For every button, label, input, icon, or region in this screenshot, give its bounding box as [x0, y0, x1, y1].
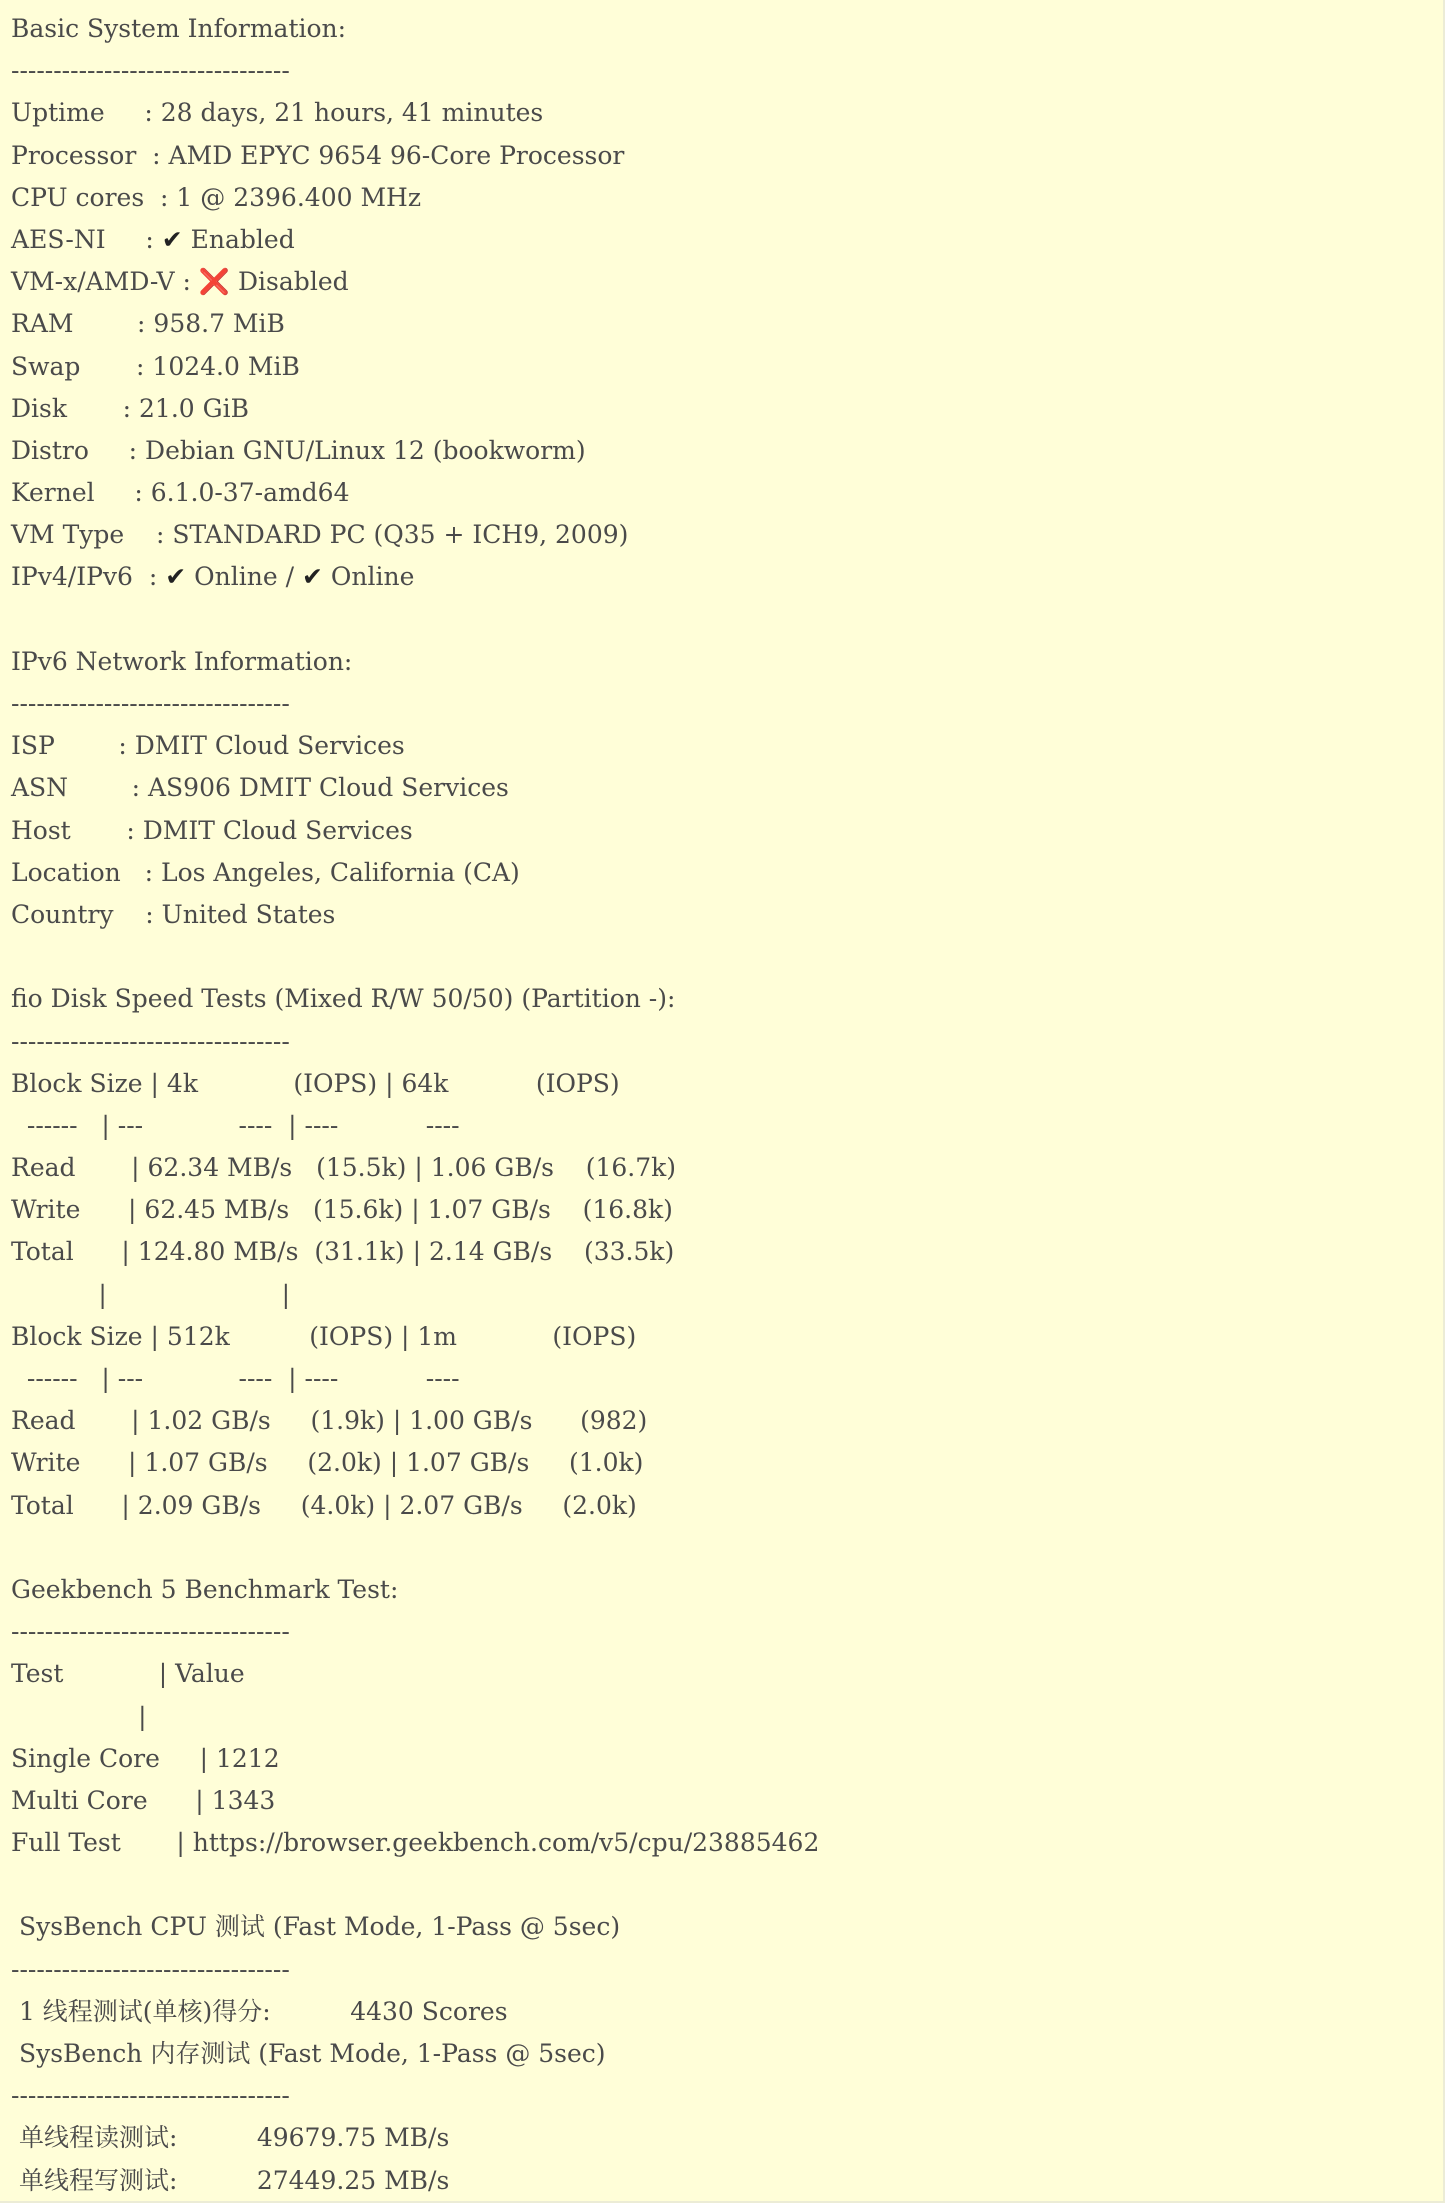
output-line: Block Size | 4k (IOPS) | 64k (IOPS) [11, 1068, 620, 1098]
output-line: Write | 62.45 MB/s (15.6k) | 1.07 GB/s (16.8k) [11, 1195, 673, 1225]
output-line: --------------------------------- [11, 1954, 290, 1984]
output-line [0, 599, 1443, 641]
output-line: Test | Value [11, 1659, 245, 1689]
output-line: | [11, 1701, 147, 1731]
output-line: --------------------------------- [11, 56, 290, 86]
output-line: Location : Los Angeles, California (CA) [11, 857, 520, 887]
output-line: ------ | --- ---- | ---- ---- [11, 1364, 460, 1393]
output-line: ISP : DMIT Cloud Services [11, 731, 405, 761]
output-line: VM Type : STANDARD PC (Q35 + ICH9, 2009) [11, 520, 629, 550]
output-line: Total | 124.80 MB/s (31.1k) | 2.14 GB/s (33.5k) [11, 1237, 675, 1267]
output-line: fio Disk Speed Tests (Mixed R/W 50/50) (Partition -): [11, 984, 676, 1014]
output-line: IPv4/IPv6 : ✔ Online / ✔ Online [11, 562, 415, 592]
output-line: Basic System Information: [11, 14, 347, 43]
output-line: Country : United States [11, 899, 336, 929]
output-line: --------------------------------- [11, 1026, 290, 1056]
output-line: IPv6 Network Information: [11, 646, 353, 676]
check-icon: ✔ [165, 562, 187, 592]
output-line [0, 1864, 1443, 1906]
output-line: Uptime : 28 days, 21 hours, 41 minutes [11, 98, 544, 128]
output-line: --------------------------------- [11, 689, 290, 718]
output-line: VM-x/AMD-V : ❌ Disabled [11, 267, 349, 297]
check-icon: ✔ [161, 224, 183, 254]
output-line: ------ | --- ---- | ---- ---- [11, 1110, 460, 1140]
output-line: Swap : 1024.0 MiB [11, 351, 300, 381]
output-line: 单线程读测试: 49679.75 MB/s [11, 2123, 450, 2153]
output-line: Multi Core | 1343 [11, 1785, 276, 1815]
check-icon: ✔ [302, 562, 323, 592]
output-line: --------------------------------- [11, 1617, 290, 1647]
output-line: RAM : 958.7 MiB [11, 309, 285, 339]
output-line: SysBench CPU 测试 (Fast Mode, 1-Pass @ 5sec) [11, 1912, 621, 1942]
output-line: 单线程写测试: 27449.25 MB/s [11, 2165, 450, 2195]
output-line: | | [11, 1279, 291, 1309]
output-line: Write | 1.07 GB/s (2.0k) | 1.07 GB/s (1.0k) [11, 1448, 644, 1478]
output-line: AES-NI : ✔ Enabled [11, 224, 295, 254]
output-line: Full Test | https://browser.geekbench.com/v5/cpu/23885462 [11, 1828, 820, 1858]
output-line: Block Size | 512k (IOPS) | 1m (IOPS) [11, 1321, 637, 1351]
output-line: Host : DMIT Cloud Services [11, 815, 413, 845]
output-line [0, 936, 1443, 978]
output-line: Read | 62.34 MB/s (15.5k) | 1.06 GB/s (16.7k) [11, 1153, 677, 1183]
output-line: Single Core | 1212 [11, 1743, 280, 1773]
output-line: SysBench 内存测试 (Fast Mode, 1-Pass @ 5sec) [11, 2039, 606, 2068]
output-line: Geekbench 5 Benchmark Test: [11, 1574, 399, 1604]
output-line [0, 1527, 1443, 1569]
output-line: Kernel : 6.1.0-37-amd64 [11, 478, 350, 508]
output-line: CPU cores : 1 @ 2396.400 MHz [11, 182, 422, 212]
output-line: Read | 1.02 GB/s (1.9k) | 1.00 GB/s (982) [11, 1406, 648, 1436]
output-line: 1 线程测试(单核)得分: 4430 Scores [11, 1996, 508, 2026]
cross-icon: ❌ [198, 267, 231, 297]
output-line: Disk : 21.0 GiB [11, 393, 249, 423]
output-line: Total | 2.09 GB/s (4.0k) | 2.07 GB/s (2.0k) [11, 1490, 637, 1520]
output-line: Distro : Debian GNU/Linux 12 (bookworm) [11, 435, 586, 465]
output-line: Processor : AMD EPYC 9654 96-Core Processor [11, 140, 625, 170]
output-line: ASN : AS906 DMIT Cloud Services [11, 773, 509, 803]
output-line: --------------------------------- [11, 2081, 290, 2111]
